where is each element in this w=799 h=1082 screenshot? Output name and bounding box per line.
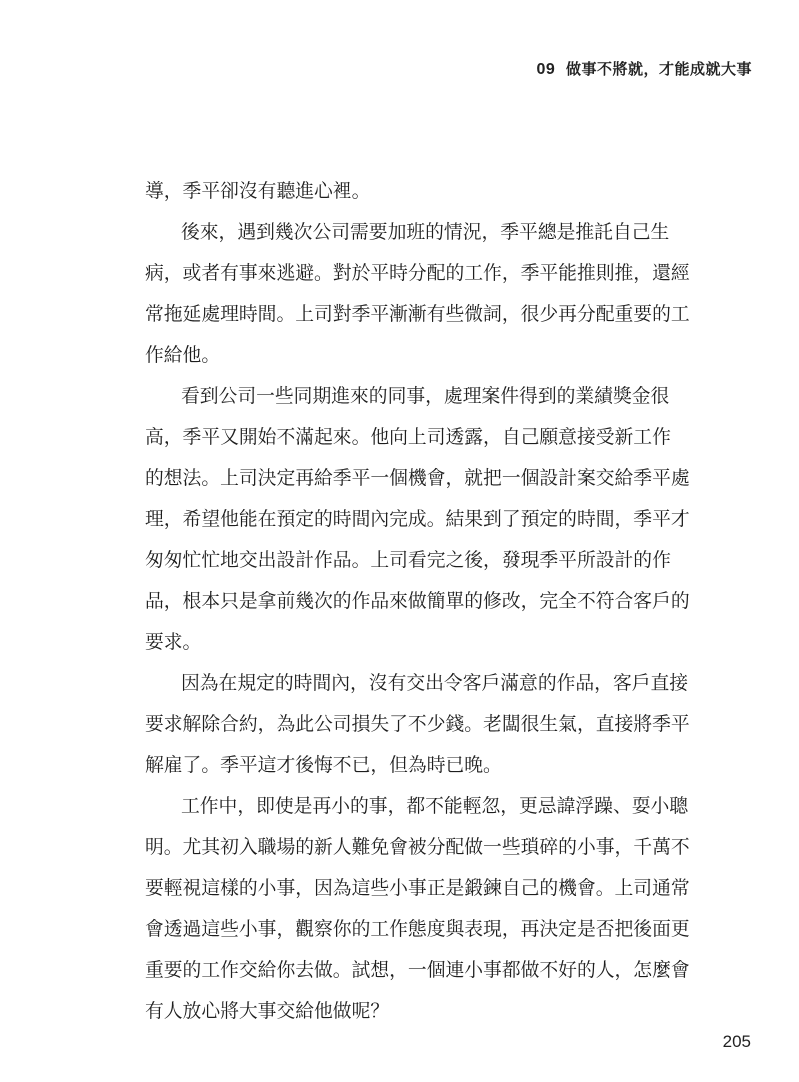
body-text <box>145 171 693 1032</box>
text-line: 要求解除合約，為此公司損失了不少錢。老闆很生氣，直接將季平 <box>145 714 690 735</box>
text-line: 理，希望他能在預定的時間內完成。結果到了預定的時間，季平才 <box>145 509 690 530</box>
running-header <box>536 58 752 79</box>
text-line: 明。尤其初入職場的新人難免會被分配做一些瑣碎的小事，千萬不 <box>145 837 690 858</box>
text-line: 後來，遇到幾次公司需要加班的情況，季平總是推託自己生 <box>181 222 670 243</box>
text-line: 有人放心將大事交給他做呢？ <box>145 1001 390 1022</box>
text-line: 作給他。 <box>145 345 221 366</box>
page-number: 205 <box>722 1032 751 1051</box>
chapter-title: 做事不將就，才能成就大事 <box>565 60 752 78</box>
text-line: 病，或者有事來逃避。對於平時分配的工作，季平能推則推，還經 <box>145 263 690 284</box>
text-line: 因為在規定的時間內，沒有交出令客戶滿意的作品，客戶直接 <box>181 673 689 694</box>
text-line: 的想法。上司決定再給季平一個機會，就把一個設計案交給季平處 <box>145 468 690 489</box>
text-line: 要求。 <box>145 632 202 653</box>
text-line: 品，根本只是拿前幾次的作品來做簡單的修改，完全不符合客戶的 <box>145 591 690 612</box>
text-line: 重要的工作交給你去做。試想，一個連小事都做不好的人，怎麼會 <box>145 960 690 981</box>
text-line: 會透過這些小事，觀察你的工作態度與表現，再決定是否把後面更 <box>145 919 690 940</box>
chapter-number: 09 <box>536 61 556 78</box>
text-line: 導，季平卻沒有聽進心裡。 <box>145 181 371 202</box>
text-line: 要輕視這樣的小事，因為這些小事正是鍛鍊自己的機會。上司通常 <box>145 878 690 899</box>
text-line: 看到公司一些同期進來的同事，處理案件得到的業績獎金很 <box>181 386 670 407</box>
text-line: 常拖延處理時間。上司對季平漸漸有些微詞，很少再分配重要的工 <box>145 304 690 325</box>
text-line: 解雇了。季平這才後悔不已，但為時已晚。 <box>145 755 502 776</box>
text-line: 高，季平又開始不滿起來。他向上司透露，自己願意接受新工作 <box>145 427 671 448</box>
text-line: 工作中，即使是再小的事，都不能輕忽，更忌諱浮躁、耍小聰 <box>181 796 689 817</box>
text-line: 匆匆忙忙地交出設計作品。上司看完之後，發現季平所設計的作 <box>145 550 671 571</box>
